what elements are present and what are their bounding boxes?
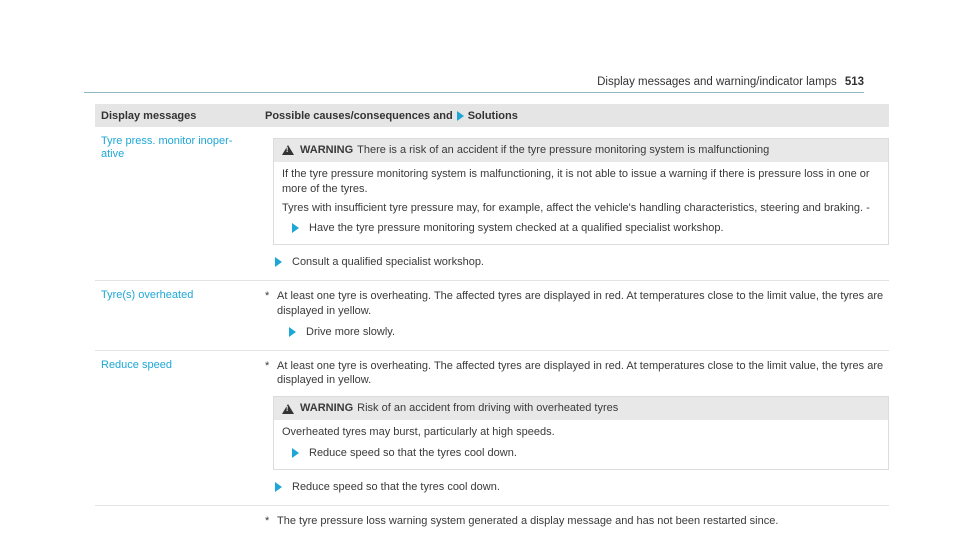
step-text: Have the tyre pressure monitoring system checked at a qualified specialist workshop. <box>309 222 724 235</box>
col-header-messages: Display messages <box>101 109 197 122</box>
warning-box <box>273 138 889 245</box>
footnote-text: The tyre pressure loss warning system generated a display message and has not been restarted since. <box>277 514 779 527</box>
solution-arrow-icon <box>457 111 464 121</box>
step-text: Reduce speed so that the tyres cool down. <box>292 480 500 493</box>
footnote-note <box>265 359 889 389</box>
table-row <box>95 281 889 351</box>
warning-triangle-icon <box>282 145 294 155</box>
messages-table <box>95 104 889 533</box>
row-content <box>255 127 889 280</box>
row-content <box>255 351 889 505</box>
table-row <box>95 127 889 281</box>
warning-header <box>274 139 888 162</box>
footnote-note <box>265 289 889 319</box>
display-message[interactable]: Tyre(s) overheated <box>101 289 194 302</box>
running-head-title: Display messages and warning/indicator lamps <box>597 76 837 88</box>
warning-step <box>290 446 880 461</box>
warning-label: WARNING <box>300 402 354 415</box>
step-text: Reduce speed so that the tyres cool down. <box>309 446 517 459</box>
page-number: 513 <box>844 76 864 88</box>
warning-paragraph: Tyres with insufficient tyre pressure may, for example, affect the vehicle's handling characteristics, steering and braking. - <box>282 201 870 214</box>
solution-step <box>273 255 889 270</box>
table-header <box>95 104 889 127</box>
step-text: Drive more slowly. <box>306 325 396 338</box>
note-text: At least one tyre is overheating. The affected tyres are displayed in red. At temperatures close to the limit value, the tyres are displayed in yellow. <box>277 359 884 387</box>
step-arrow-icon <box>275 482 282 492</box>
warning-title: Risk of an accident from driving with overheated tyres <box>357 402 619 415</box>
warning-paragraph: Overheated tyres may burst, particularly at high speeds. <box>282 426 555 439</box>
table-row <box>95 351 889 506</box>
warning-label: WARNING <box>300 144 354 156</box>
warning-body <box>274 420 888 469</box>
warning-box <box>273 396 889 470</box>
warning-triangle-icon <box>282 404 294 414</box>
solution-step <box>287 325 889 340</box>
footnote-row <box>95 506 889 533</box>
running-head <box>597 76 864 88</box>
display-message[interactable]: Tyre press. monitor inoper-ative <box>101 135 233 160</box>
warning-header <box>274 397 888 420</box>
footnote-spacer <box>95 506 255 533</box>
step-arrow-icon <box>275 257 282 267</box>
warning-body <box>274 162 888 244</box>
row-content <box>255 281 889 350</box>
asterisk-mark: * <box>265 514 270 527</box>
asterisk-mark: * <box>265 359 270 372</box>
col-header-causes <box>255 110 889 122</box>
warning-paragraph: If the tyre pressure monitoring system is malfunctioning, it is not able to issue a warning if there is pressure loss in one or more of the tyres. <box>282 167 870 195</box>
footnote <box>265 514 889 529</box>
header-rule <box>84 92 864 93</box>
asterisk-mark: * <box>265 290 270 303</box>
col-header-causes-label: Possible causes/consequences and <box>265 109 453 122</box>
warning-title: There is a risk of an accident if the tyre pressure monitoring system is malfunctioning <box>357 144 770 156</box>
step-text: Consult a qualified specialist workshop. <box>292 256 484 269</box>
solution-step <box>273 480 889 495</box>
warning-step <box>290 221 880 236</box>
display-message[interactable]: Reduce speed <box>101 358 172 371</box>
step-arrow-icon <box>292 223 299 233</box>
step-arrow-icon <box>292 448 299 458</box>
step-arrow-icon <box>289 327 296 337</box>
col-header-solutions-label: Solutions <box>467 109 518 122</box>
footnote-content <box>255 506 889 533</box>
note-text: At least one tyre is overheating. The affected tyres are displayed in red. At temperatures close to the limit value, the tyres are displayed in yellow. <box>277 290 884 317</box>
